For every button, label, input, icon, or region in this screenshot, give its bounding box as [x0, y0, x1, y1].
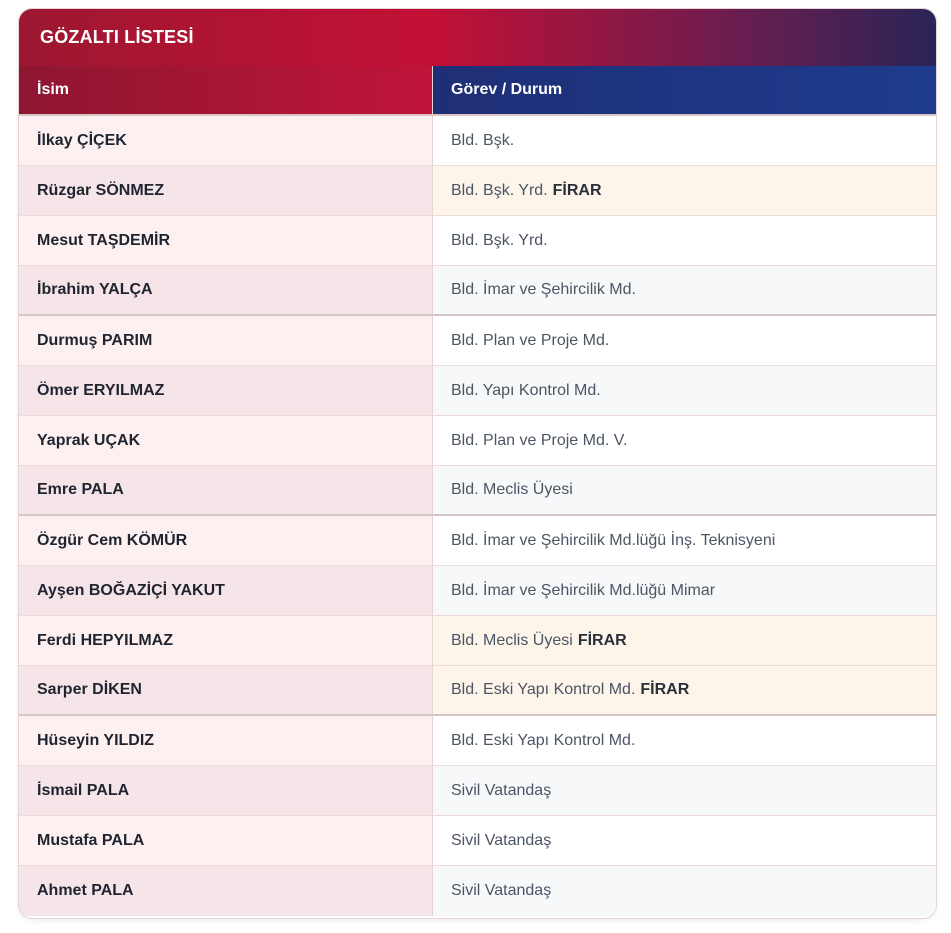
role-text: Bld. Meclis Üyesi — [451, 481, 573, 498]
person-name: Ayşen BOĞAZİÇİ YAKUT — [19, 566, 433, 615]
column-header-name: İsim — [19, 66, 433, 114]
person-role — [433, 616, 936, 665]
person-role — [433, 166, 936, 215]
role-text: Sivil Vatandaş — [451, 831, 552, 849]
person-name: Ferdi HEPYILMAZ — [19, 616, 433, 665]
person-role — [433, 666, 936, 714]
person-role — [433, 266, 936, 314]
person-name: Sarper DİKEN — [19, 666, 433, 714]
table-row — [19, 166, 936, 216]
role-text: Bld. İmar ve Şehircilik Md.lüğü İnş. Teknisyeni — [451, 531, 776, 549]
role-text: Bld. Meclis Üyesi — [451, 631, 573, 649]
person-role — [433, 516, 936, 565]
role-text: Sivil Vatandaş — [451, 781, 552, 799]
person-name: İlkay ÇİÇEK — [19, 116, 433, 165]
person-name: Ahmet PALA — [19, 866, 433, 916]
table-row — [19, 666, 936, 716]
role-text: Bld. Yapı Kontrol Md. — [451, 381, 601, 399]
person-name: İsmail PALA — [19, 766, 433, 815]
person-role — [433, 216, 936, 265]
person-role — [433, 366, 936, 415]
escaped-flag: FİRAR — [640, 681, 690, 698]
table-row — [19, 466, 936, 516]
person-role — [433, 416, 936, 465]
detention-list-card — [18, 8, 937, 919]
role-text: Sivil Vatandaş — [451, 882, 552, 899]
person-role — [433, 316, 936, 365]
table-row — [19, 266, 936, 316]
person-role — [433, 816, 936, 865]
person-name: Mesut TAŞDEMİR — [19, 216, 433, 265]
table-row — [19, 566, 936, 616]
card-title: GÖZALTI LİSTESİ — [19, 9, 936, 66]
person-role — [433, 466, 936, 514]
column-header-role: Görev / Durum — [433, 66, 936, 114]
table-row — [19, 366, 936, 416]
person-name: Emre PALA — [19, 466, 433, 514]
table-row — [19, 616, 936, 666]
escaped-flag: FİRAR — [577, 631, 627, 649]
person-name: Rüzgar SÖNMEZ — [19, 166, 433, 215]
person-name: Durmuş PARIM — [19, 316, 433, 365]
role-text: Bld. İmar ve Şehircilik Md.lüğü Mimar — [451, 581, 716, 599]
role-text: Bld. Bşk. Yrd. — [451, 181, 548, 199]
role-text: Bld. Plan ve Proje Md. V. — [451, 431, 628, 449]
person-role — [433, 566, 936, 615]
table-header — [19, 66, 936, 116]
table-row — [19, 716, 936, 766]
table-body — [19, 116, 936, 916]
person-role — [433, 116, 936, 165]
person-name: Özgür Cem KÖMÜR — [19, 516, 433, 565]
table-row — [19, 816, 936, 866]
person-role — [433, 766, 936, 815]
table-row — [19, 116, 936, 166]
role-text: Bld. İmar ve Şehircilik Md. — [451, 281, 636, 298]
role-text: Bld. Eski Yapı Kontrol Md. — [451, 731, 636, 749]
person-name: Ömer ERYILMAZ — [19, 366, 433, 415]
table-row — [19, 316, 936, 366]
role-text: Bld. Bşk. — [451, 131, 515, 149]
escaped-flag: FİRAR — [552, 181, 602, 199]
person-role — [433, 866, 936, 916]
table-row — [19, 516, 936, 566]
person-name: Yaprak UÇAK — [19, 416, 433, 465]
role-text: Bld. Eski Yapı Kontrol Md. — [451, 681, 636, 698]
person-name: Mustafa PALA — [19, 816, 433, 865]
person-name: İbrahim YALÇA — [19, 266, 433, 314]
person-name: Hüseyin YILDIZ — [19, 716, 433, 765]
table-row — [19, 416, 936, 466]
table-row — [19, 866, 936, 916]
table-row — [19, 216, 936, 266]
role-text: Bld. Bşk. Yrd. — [451, 231, 548, 249]
role-text: Bld. Plan ve Proje Md. — [451, 331, 610, 349]
person-role — [433, 716, 936, 765]
table-row — [19, 766, 936, 816]
